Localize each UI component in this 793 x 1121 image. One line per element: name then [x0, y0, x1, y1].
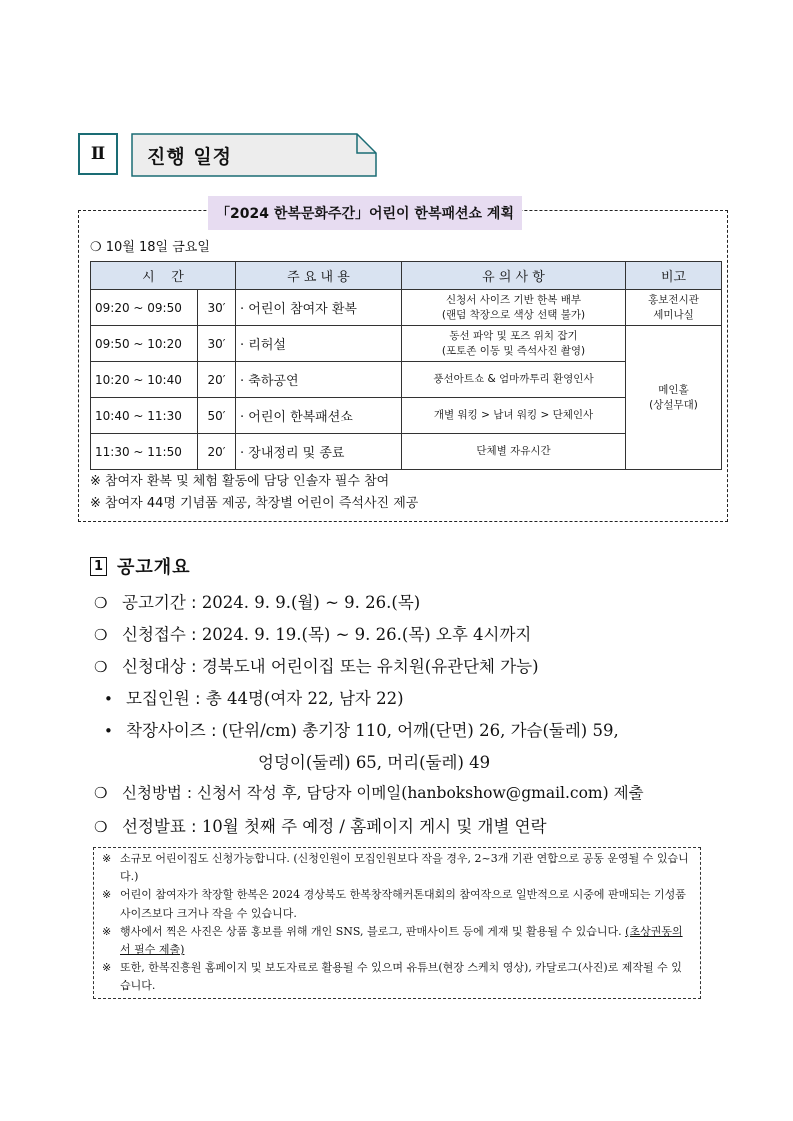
overview-item — [94, 781, 644, 803]
overview-label: 신청방법 : — [122, 784, 197, 802]
row-duration: 20′ — [198, 362, 236, 398]
notice-box — [93, 847, 701, 999]
section-number-box — [78, 133, 118, 175]
row-content: · 축하공연 — [236, 362, 402, 398]
notice-text: 소규모 어린이집도 신청가능합니다. (신청인원이 모집인원보다 작을 경우, 2~3개 기관 연합으로 공동 운영될 수 있습니다.) — [120, 852, 689, 884]
overview-value: 10월 첫째 주 예정 / 홈페이지 게시 및 개별 연락 — [201, 817, 547, 836]
row-note: 개별 워킹 > 남녀 워킹 > 단체인사 — [402, 398, 626, 434]
row-time: 11:30 ~ 11:50 — [91, 434, 198, 470]
overview-item — [104, 717, 619, 741]
remark-line: 홍보전시관 — [648, 293, 699, 306]
overview-label: 착장사이즈 : — [126, 721, 222, 740]
row-content: · 리허설 — [236, 326, 402, 362]
circle-bullet-icon: ❍ — [94, 594, 108, 612]
plan-heading: 「2024 한복문화주간」어린이 한복패션쇼 계획 — [208, 196, 522, 230]
overview-item — [104, 685, 404, 709]
section-title-box — [131, 133, 377, 177]
overview-item — [94, 813, 547, 837]
row-duration: 20′ — [198, 434, 236, 470]
overview-heading — [90, 553, 191, 579]
overview-value: (단위/cm) 총기장 110, 어깨(단면) 26, 가슴(둘레) 59, — [221, 721, 619, 740]
notice-underlined-text: (초상권동의서 필수 제출) — [120, 924, 683, 957]
overview-value: 총 44명(여자 22, 남자 22) — [205, 689, 404, 708]
row-time: 09:20 ~ 09:50 — [91, 290, 198, 326]
row-duration: 50′ — [198, 398, 236, 434]
row-content: · 어린이 참여자 환복 — [236, 290, 402, 326]
row-time: 10:20 ~ 10:40 — [91, 362, 198, 398]
column-header-notes: 유 의 사 항 — [402, 262, 626, 290]
overview-label: 신청대상 : — [122, 657, 202, 676]
row-note: 단체별 자유시간 — [402, 434, 626, 470]
plan-notes — [90, 471, 418, 515]
reference-mark-icon: ※ — [102, 852, 112, 865]
notice-item — [102, 850, 692, 886]
row-duration: 30′ — [198, 290, 236, 326]
notice-text: 행사에서 찍은 사진은 상품 홍보를 위해 개인 SNS, 블로그, 판매사이트 등에 게재 및 활용될 수 있습니다. — [120, 924, 626, 938]
overview-value: 2024. 9. 19.(목) ~ 9. 26.(목) 오후 4시까지 — [201, 625, 532, 644]
notice-item — [102, 959, 692, 995]
overview-item — [94, 621, 531, 645]
remark-line: 메인홀 — [658, 383, 689, 396]
plan-note: ※ 참여자 44명 기념품 제공, 착장별 어린이 즉석사진 제공 — [90, 496, 419, 511]
row-content: · 장내정리 및 종료 — [236, 434, 402, 470]
overview-label: 신청접수 : — [122, 625, 202, 644]
overview-label: 선정발표 : — [122, 817, 202, 836]
overview-label: 공고기간 : — [122, 593, 202, 612]
overview-item — [94, 653, 539, 677]
notice-item — [102, 886, 692, 922]
column-header-remarks: 비고 — [626, 262, 722, 290]
plan-note: ※ 참여자 환복 및 체험 활동에 담당 인솔자 필수 참여 — [90, 474, 390, 489]
reference-mark-icon: ※ — [102, 924, 112, 938]
reference-mark-icon: ※ — [102, 888, 112, 902]
column-header-time: 시 간 — [91, 262, 236, 290]
remark-line: (상설무대) — [649, 398, 698, 411]
notice-text: 또한, 한복진흥원 홈페이지 및 보도자료로 활용될 수 있으며 유튜브(현장 스케치 영상), 카달로그(사진)로 제작될 수 있습니다. — [120, 961, 682, 993]
row-note-line: 신청서 사이즈 기반 한복 배부 — [445, 293, 582, 306]
overview-label: 모집인원 : — [126, 689, 206, 708]
remark-line: 세미나실 — [653, 308, 694, 321]
overview-title: 공고개요 — [117, 557, 191, 578]
row-time: 10:40 ~ 11:30 — [91, 398, 198, 434]
circle-bullet-icon: ❍ — [94, 784, 108, 802]
row-note — [402, 326, 626, 362]
overview-value: 2024. 9. 9.(월) ~ 9. 26.(목) — [201, 593, 421, 612]
event-date: ❍ 10월 18일 금요일 — [90, 240, 210, 255]
row-time: 09:50 ~ 10:20 — [91, 326, 198, 362]
circle-bullet-icon: ❍ — [94, 818, 108, 836]
row-content: · 어린이 한복패션쇼 — [236, 398, 402, 434]
reference-mark-icon: ※ — [102, 961, 112, 975]
row-remark-merged — [626, 326, 722, 470]
row-note-line: (포토존 이동 및 즉석사진 촬영) — [441, 344, 586, 357]
row-note-line: (랜덤 착장으로 색상 선택 불가) — [441, 308, 586, 321]
section-number: Ⅱ — [90, 144, 106, 164]
table-row — [91, 290, 722, 326]
row-note — [402, 290, 626, 326]
table-header-row — [91, 262, 722, 290]
circle-bullet-icon: ❍ — [94, 626, 108, 644]
row-note: 풍선아트쇼 & 엄마까투리 환영인사 — [402, 362, 626, 398]
overview-value: 엉덩이(둘레) 65, 머리(둘레) 49 — [258, 753, 491, 772]
table-row — [91, 326, 722, 362]
overview-value: 신청서 작성 후, 담당자 이메일(hanbokshow@gmail.com) 제출 — [196, 784, 644, 802]
dot-bullet-icon: • — [104, 722, 113, 740]
dot-bullet-icon: • — [104, 690, 113, 708]
row-duration: 30′ — [198, 326, 236, 362]
overview-value: 경북도내 어린이집 또는 유치원(유관단체 가능) — [201, 657, 539, 676]
circle-bullet-icon: ❍ — [94, 658, 108, 676]
column-header-content: 주 요 내 용 — [236, 262, 402, 290]
row-remark — [626, 290, 722, 326]
schedule-table — [90, 261, 722, 470]
overview-item-continued — [258, 749, 490, 773]
notice-item — [102, 923, 692, 959]
section-title: 진행 일정 — [147, 146, 233, 168]
overview-item — [94, 589, 420, 613]
notice-text: 어린이 참여자가 착장할 한복은 2024 경상북도 한복창작해커톤대회의 참여작으로 일반적으로 시중에 판매되는 기성품 사이즈보다 크거나 작을 수 있습니다. — [120, 888, 686, 920]
overview-number: 1 — [90, 557, 107, 576]
row-note-line: 동선 파악 및 포즈 위치 잡기 — [449, 329, 578, 342]
